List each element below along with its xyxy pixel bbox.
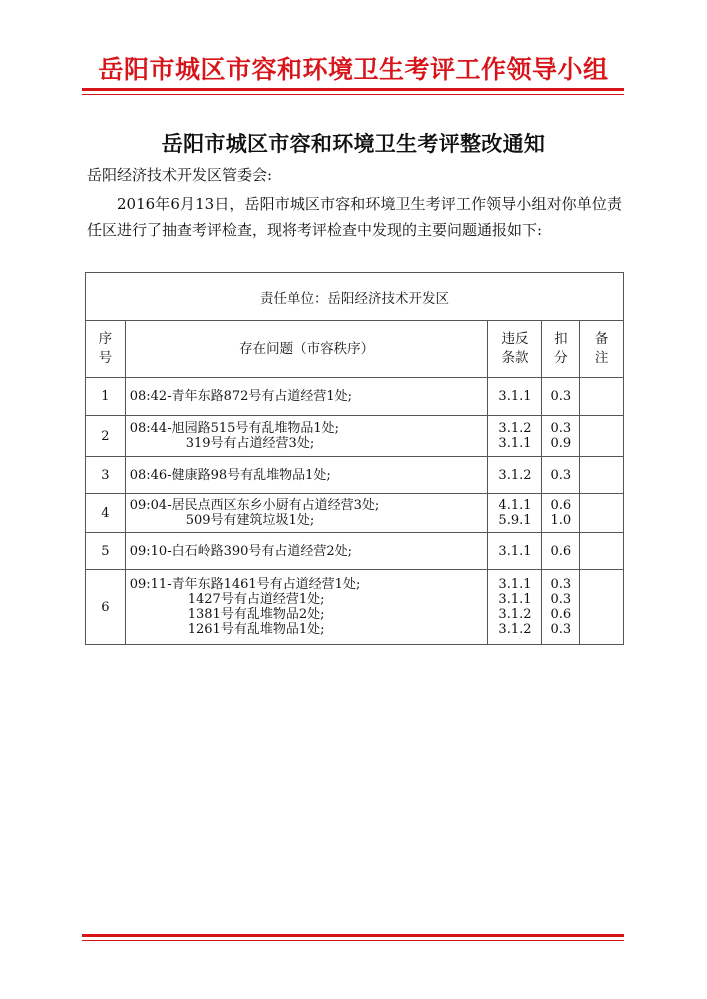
row-code: 4.1.1 5.9.1 [488,494,542,533]
row-remark [580,533,624,570]
letterhead-rule-thick [82,88,624,91]
row-score: 0.6 [542,533,580,570]
table-row [86,457,624,494]
letterhead-title: 岳阳市城区市容和环境卫生考评工作领导小组 [98,55,609,84]
recipient: 岳阳经济技术开发区管委会: [87,166,273,184]
row-issue: 09:10-白石岭路390号有占道经营2处; [125,533,488,570]
issues-table [85,272,624,645]
row-issue: 08:46-健康路98号有乱堆物品1处; [125,457,488,494]
row-remark [580,378,624,416]
row-score: 0.3 [542,378,580,416]
notice-title: 岳阳市城区市容和环境卫生考评整改通知 [161,131,546,156]
table-row [86,416,624,457]
table-header-row [86,321,624,378]
notice-body: 2016年6月13日，岳阳市城区市容和环境卫生考评工作领导小组对你单位责任区进行了抽查考评检查，现将考评检查中发现的主要问题通报如下: [87,195,622,239]
row-issue: 09:04-居民点西区东乡小厨有占道经营3处; 509号有建筑垃圾1处; [125,494,488,533]
table-row [86,533,624,570]
header-score: 扣 分 [542,321,580,378]
row-no: 4 [86,494,126,533]
row-score: 0.3 0.9 [542,416,580,457]
table-row [86,378,624,416]
row-code: 3.1.1 3.1.1 3.1.2 3.1.2 [488,570,542,645]
row-no: 3 [86,457,126,494]
row-remark [580,494,624,533]
row-no: 5 [86,533,126,570]
header-remark: 备 注 [580,321,624,378]
row-remark [580,416,624,457]
row-score: 0.3 [542,457,580,494]
row-no: 1 [86,378,126,416]
row-remark [580,570,624,645]
table-row [86,494,624,533]
table-row [86,570,624,645]
footer-rule-thin [82,940,624,941]
row-no: 2 [86,416,126,457]
row-code: 3.1.2 [488,457,542,494]
row-issue: 08:42-青年东路872号有占道经营1处; [125,378,488,416]
header-issue: 存在问题（市容秩序） [125,321,488,378]
row-no: 6 [86,570,126,645]
row-issue: 09:11-青年东路1461号有占道经营1处; 1427号有占道经营1处; 1381号有乱堆物品2处; 1261号有乱堆物品1处; [125,570,488,645]
row-score: 0.6 1.0 [542,494,580,533]
responsible-unit: 责任单位：岳阳经济技术开发区 [86,273,624,321]
header-code: 违反 条款 [488,321,542,378]
footer-rule-thick [82,934,624,937]
letterhead-rule-thin [82,94,624,95]
row-code: 3.1.1 [488,533,542,570]
row-code: 3.1.1 [488,378,542,416]
header-no: 序 号 [86,321,126,378]
row-remark [580,457,624,494]
row-code: 3.1.2 3.1.1 [488,416,542,457]
row-issue: 08:44-旭园路515号有乱堆物品1处; 319号有占道经营3处; [125,416,488,457]
row-score: 0.3 0.3 0.6 0.3 [542,570,580,645]
